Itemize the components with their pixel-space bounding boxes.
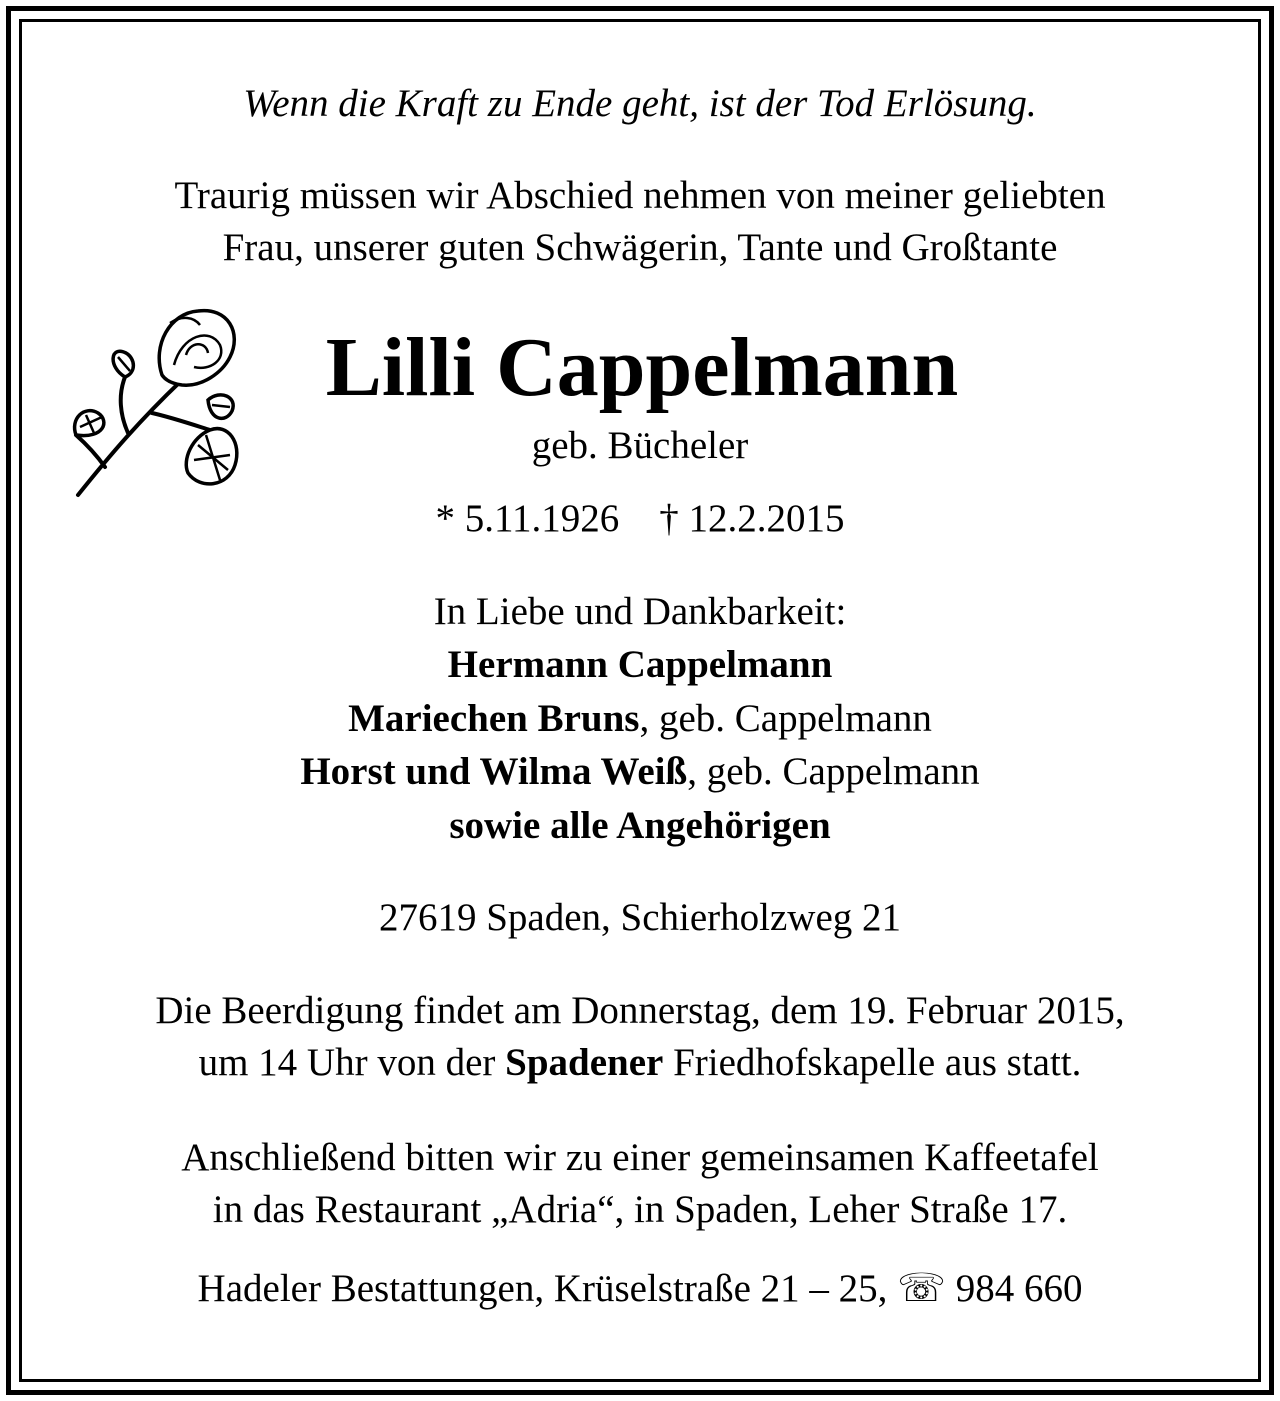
funeral-line-1: Die Beerdigung findet am Donnerstag, dem 19. Februar 2015,	[155, 989, 1125, 1032]
death-date: † 12.2.2015	[659, 497, 845, 540]
mourner-suffix: , geb. Cappelmann	[639, 697, 932, 740]
undertaker-info: Hadeler Bestattungen, Krüselstraße 21 – 25, ☏ 984 660	[197, 1267, 1083, 1310]
funeral-line-2	[0, 1043, 1280, 1082]
birth-date: * 5.11.1926	[435, 497, 620, 540]
deceased-name: Lilli Cappelmann	[325, 321, 959, 414]
funeral-text-pre: um 14 Uhr von der	[198, 1041, 506, 1084]
mourner-line-2	[0, 699, 1280, 738]
mourners-intro: In Liebe und Dankbarkeit:	[433, 590, 847, 633]
reception-line-2: in das Restaurant „Adria“, in Spaden, Leher Straße 17.	[212, 1188, 1068, 1231]
mourner-line-4: sowie alle Angehörigen	[449, 804, 831, 847]
mourner-line-1: Hermann Cappelmann	[447, 643, 833, 686]
mourner-name: Horst und Wilma Weiß	[300, 750, 688, 793]
life-dates	[0, 499, 1280, 538]
funeral-place: Spadener	[505, 1041, 664, 1084]
mourner-line-3	[0, 752, 1280, 791]
rose-icon	[70, 305, 245, 505]
mourner-suffix: , geb. Cappelmann	[687, 750, 980, 793]
intro-line-1: Traurig müssen wir Abschied nehmen von meiner geliebten	[174, 174, 1106, 217]
motto: Wenn die Kraft zu Ende geht, ist der Tod Erlösung.	[243, 82, 1037, 125]
reception-line-1: Anschließend bitten wir zu einer gemeinsamen Kaffeetafel	[181, 1136, 1099, 1179]
intro-line-2: Frau, unserer guten Schwägerin, Tante und Großtante	[222, 226, 1058, 269]
maiden-name: geb. Bücheler	[531, 424, 749, 467]
mourner-name: Mariechen Bruns	[348, 697, 640, 740]
family-address: 27619 Spaden, Schierholzweg 21	[378, 896, 902, 939]
funeral-text-post: Friedhofskapelle aus statt.	[663, 1041, 1082, 1084]
